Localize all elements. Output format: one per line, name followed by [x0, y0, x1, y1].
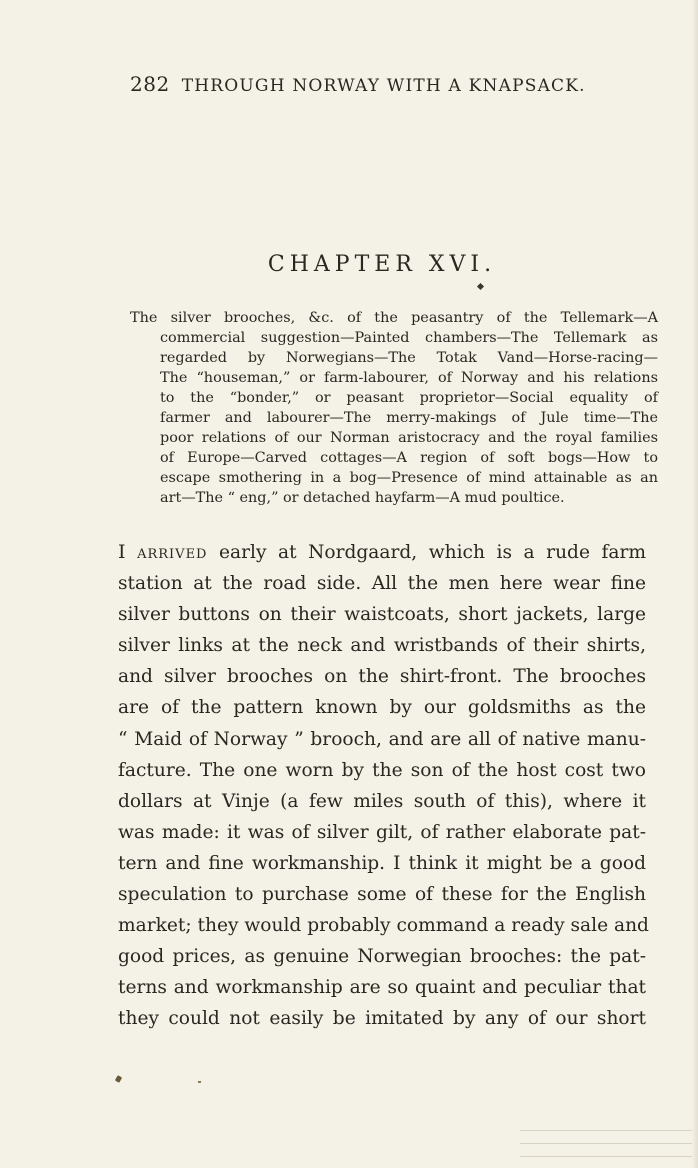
- body-line: silver links at the neck and wristbands of their shirts,: [118, 635, 646, 657]
- body-line: was made: it was of silver gilt, of rather elaborate pat-: [118, 821, 646, 843]
- body-line: good prices, as genuine Norwegian brooches: the pat-: [118, 946, 646, 968]
- opening-word: arrived: [137, 542, 208, 563]
- page-edge-shadow: [692, 0, 698, 1168]
- running-header: [130, 72, 610, 96]
- synopsis-line: farmer and labourer—The merry-makings of Jule time—The: [160, 410, 658, 426]
- body-line: and silver brooches on the shirt-front. The brooches: [118, 666, 646, 688]
- body-line-first: [118, 537, 646, 568]
- body-line: they could not easily be imitated by any of our short: [118, 1008, 646, 1030]
- synopsis-line: regarded by Norwegians—The Totak Vand—Horse-racing—: [160, 350, 658, 366]
- chapter-synopsis: [130, 308, 658, 508]
- page-edge-line: [520, 1130, 698, 1131]
- body-line: terns and workmanship are so quaint and peculiar that: [118, 977, 646, 999]
- body-line: facture. The one worn by the son of the host cost two: [118, 759, 646, 781]
- body-line: dollars at Vinje (a few miles south of this), where it: [118, 790, 646, 812]
- page-edge-line: [520, 1143, 698, 1144]
- synopsis-line: of Europe—Carved cottages—A region of soft bogs—How to: [160, 450, 658, 466]
- synopsis-line: The “houseman,” or farm-labourer, of Norway and his relations: [160, 370, 658, 386]
- body-line: station at the road side. All the men here wear fine: [118, 573, 646, 595]
- body-line-first-rest: early at Nordgaard, which is a rude farm: [207, 542, 646, 563]
- page-number: 282: [130, 72, 170, 96]
- body-text: [118, 537, 649, 1035]
- synopsis-line: escape smothering in a bog—Presence of mind attainable as an: [160, 470, 658, 486]
- body-line: silver buttons on their waistcoats, short jackets, large: [118, 604, 646, 626]
- synopsis-line: art—The “ eng,” or detached hayfarm—A mud poultice.: [160, 490, 565, 506]
- ink-speck: [115, 1075, 122, 1083]
- body-line: “ Maid of Norway ” brooch, and are all of native manu-: [118, 728, 646, 750]
- synopsis-line: The silver brooches, &c. of the peasantry of the Tellemark—A: [130, 310, 658, 326]
- initial-letter: I: [118, 541, 126, 563]
- synopsis-line: poor relations of our Norman aristocracy and the royal families: [160, 430, 658, 446]
- ornament-mark: [477, 283, 484, 290]
- ink-speck: [198, 1081, 201, 1083]
- body-line: are of the pattern known by our goldsmiths as the: [118, 697, 646, 719]
- body-line: tern and fine workmanship. I think it might be a good: [118, 852, 646, 874]
- running-title: THROUGH NORWAY WITH A KNAPSACK.: [181, 76, 586, 96]
- synopsis-line: commercial suggestion—Painted chambers—The Tellemark as: [160, 330, 658, 346]
- body-line: market; they would probably command a ready sale and: [118, 915, 649, 937]
- chapter-title: CHAPTER XVI.: [267, 252, 497, 277]
- page-edge-line: [520, 1156, 698, 1157]
- body-line: speculation to purchase some of these for the English: [118, 884, 646, 906]
- synopsis-line: to the “bonder,” or peasant proprietor—Social equality of: [160, 390, 658, 406]
